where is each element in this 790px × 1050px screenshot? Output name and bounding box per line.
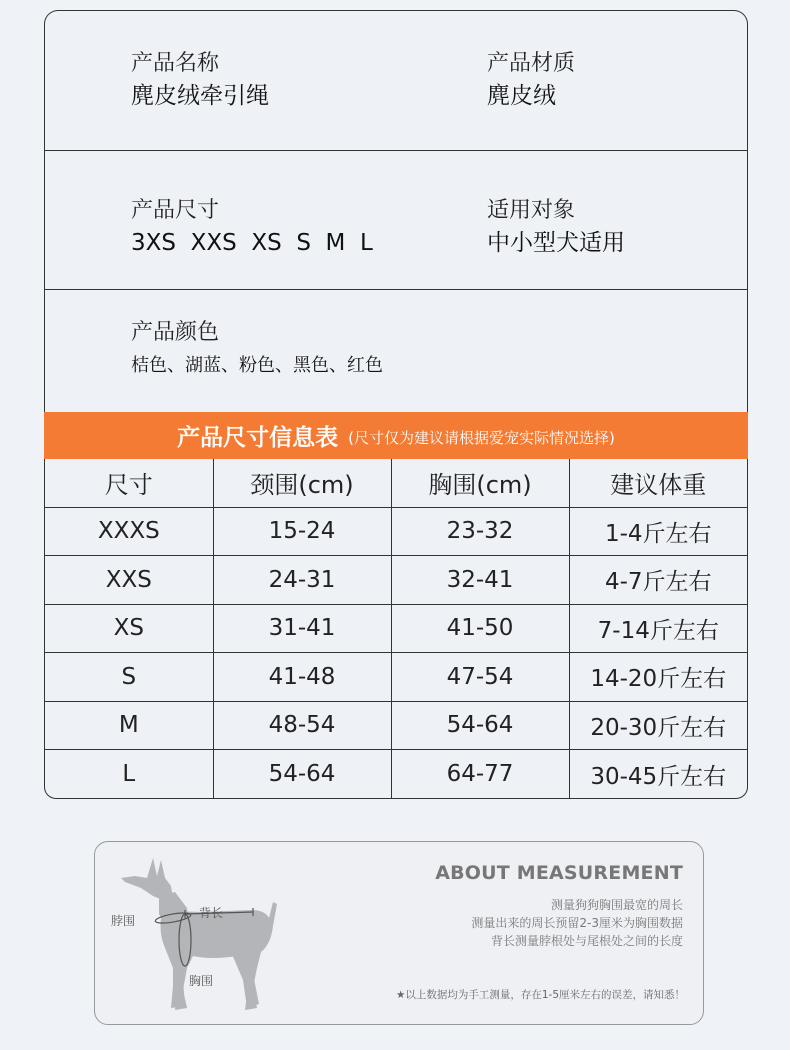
neck-label: 脖围: [111, 914, 136, 928]
size-table-header: [44, 412, 748, 459]
target-audience-value: 中小型犬适用: [487, 230, 625, 256]
table-row: [45, 653, 747, 702]
header-weight: 建议体重: [569, 459, 747, 507]
cell-size: L: [45, 750, 213, 799]
measurement-line: 测量出来的周长预留2-3厘米为胸围数据: [471, 916, 683, 930]
cell-chest: 23-32: [391, 507, 569, 556]
measurement-instructions: [471, 896, 683, 950]
header-size: 尺寸: [45, 459, 213, 507]
cell-weight: 30-45斤左右: [590, 763, 727, 790]
cell-weight: 4-7斤左右: [569, 556, 747, 605]
table-row: [45, 556, 747, 605]
dog-diagram: [101, 848, 281, 1018]
product-color-label: 产品颜色: [131, 320, 220, 345]
cell-size: XXXS: [45, 507, 213, 556]
product-color-field: [131, 318, 383, 380]
cell-size: M: [45, 701, 213, 750]
product-info-card: [44, 10, 748, 412]
cell-chest: 64-77: [391, 750, 569, 799]
measurement-line: 背长测量脖根处与尾根处之间的长度: [490, 934, 683, 948]
measurement-title: ABOUT MEASUREMENT: [435, 862, 683, 884]
table-row: [45, 507, 747, 556]
header-chest: 胸围(cm): [391, 459, 569, 507]
size-table-title: 产品尺寸信息表: [177, 425, 339, 451]
cell-chest: 32-41: [391, 556, 569, 605]
cell-neck: 48-54: [213, 701, 391, 750]
chest-label: 胸围: [189, 974, 214, 988]
measurement-card: [94, 841, 704, 1025]
cell-size: XXS: [45, 556, 213, 605]
product-name-value: 麂皮绒牵引绳: [131, 83, 269, 109]
back-length-label: 背长: [199, 906, 224, 920]
measurement-line: 测量狗狗胸围最宽的周长: [550, 898, 683, 912]
dog-silhouette-icon: [101, 848, 281, 1018]
cell-neck: 41-48: [213, 653, 391, 702]
product-material-label: 产品材质: [487, 51, 576, 76]
cell-weight: 20-30斤左右: [569, 701, 747, 750]
product-name-label: 产品名称: [131, 51, 220, 76]
product-size-field: [131, 196, 373, 260]
product-size-label: 产品尺寸: [131, 198, 220, 223]
cell-neck: 54-64: [213, 750, 391, 799]
product-size-value: 3XS XXS XS S M L: [131, 230, 373, 256]
cell-size: XS: [45, 604, 213, 653]
info-row-color: [45, 290, 747, 413]
info-row-size-target: [45, 151, 747, 290]
cell-weight: 14-20斤左右: [569, 653, 747, 702]
size-table-header-row: [45, 459, 747, 507]
product-color-value: 桔色、湖蓝、粉色、黑色、红色: [131, 355, 383, 376]
product-material-field: [487, 49, 575, 113]
table-row: [45, 750, 747, 799]
info-row-name-material: [45, 11, 747, 151]
cell-neck: 15-24: [213, 507, 391, 556]
size-table-subtitle: (尺寸仅为建议请根据爱宠实际情况选择): [348, 429, 615, 447]
cell-neck: 24-31: [213, 556, 391, 605]
cell-neck: 31-41: [213, 604, 391, 653]
product-name-field: [131, 49, 269, 113]
cell-chest: 47-54: [391, 653, 569, 702]
cell-size: S: [45, 653, 213, 702]
target-audience-label: 适用对象: [487, 198, 576, 223]
header-neck: 颈围(cm): [213, 459, 391, 507]
table-row: [45, 701, 747, 750]
target-audience-field: [487, 196, 625, 260]
measurement-note: ★以上数据均为手工测量，存在1-5厘米左右的误差，请知悉！: [395, 989, 685, 1001]
table-row: [45, 604, 747, 653]
cell-weight: 7-14斤左右: [569, 604, 747, 653]
size-table: [44, 459, 748, 799]
cell-chest: 54-64: [391, 701, 569, 750]
product-material-value: 麂皮绒: [487, 83, 556, 109]
cell-chest: 41-50: [391, 604, 569, 653]
cell-weight: 1-4斤左右: [569, 507, 747, 556]
